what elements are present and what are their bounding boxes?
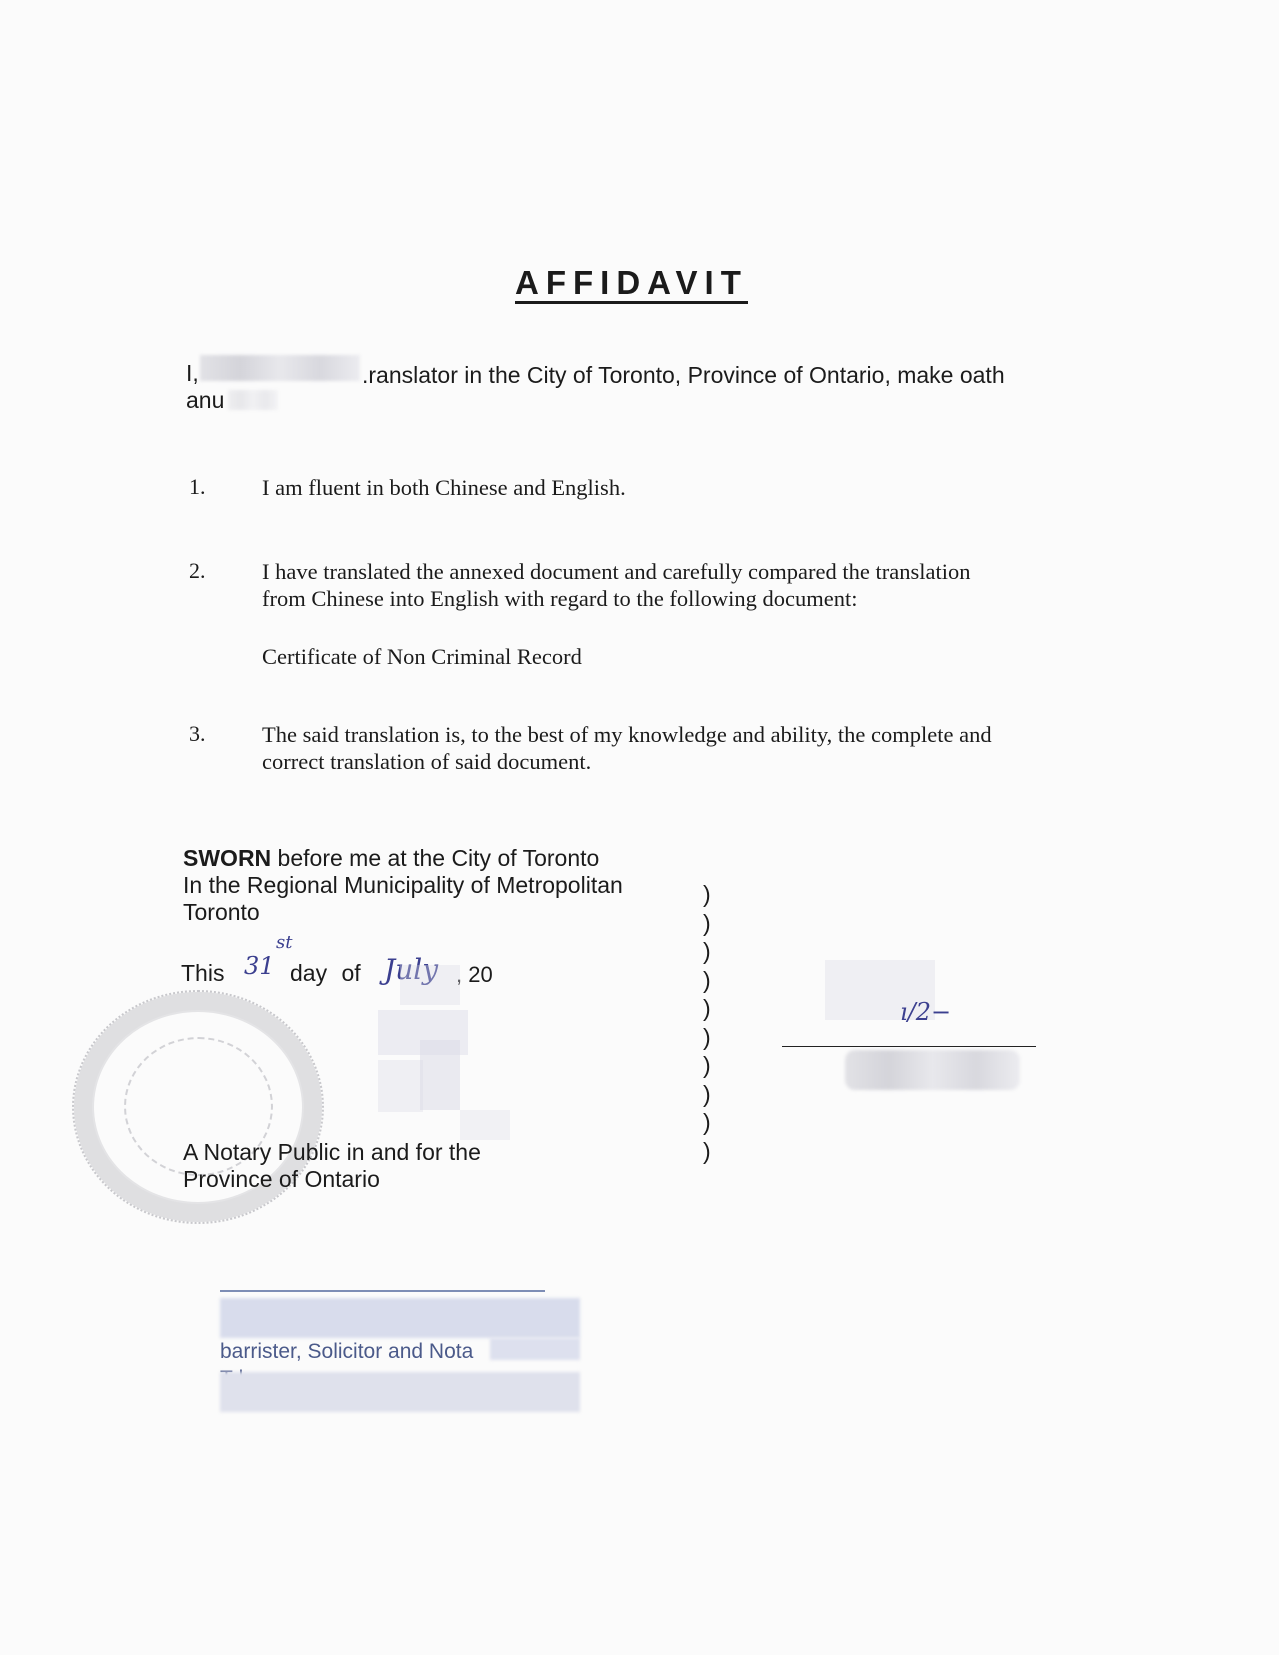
- signature-scribble: ı/2−: [900, 998, 952, 1026]
- item-1-number: 1.: [189, 474, 206, 499]
- redacted-notary-signature: [400, 965, 460, 1005]
- sworn-line1: before me at the City of Toronto: [271, 845, 600, 871]
- this-label: This: [181, 960, 225, 986]
- notary-line1: A Notary Public in and for the: [183, 1139, 481, 1165]
- item-3-number: 3.: [189, 721, 206, 746]
- day-suffix-handwritten: st: [276, 932, 293, 953]
- notary-block: [183, 1139, 481, 1193]
- day-handwritten: 31: [244, 952, 275, 980]
- sworn-line2: In the Regional Municipality of Metropolitan: [183, 872, 623, 898]
- item-3-text: [262, 721, 992, 775]
- notary-line2: Province of Ontario: [183, 1166, 380, 1192]
- redacted-name: [200, 355, 360, 381]
- day-label: day of: [290, 960, 361, 986]
- document-name: Certificate of Non Criminal Record: [262, 644, 582, 669]
- parentheses-column: ) ) ) ) ) ) ) ) ) ): [703, 881, 711, 1164]
- stamp-title-text: barrister, Solicitor and Nota: [220, 1340, 474, 1363]
- item-3-line2: correct translation of said document.: [262, 749, 592, 774]
- document-title: AFFIDAVIT: [515, 265, 748, 304]
- redacted-deponent-name: [845, 1050, 1020, 1090]
- sworn-label: SWORN: [183, 845, 272, 871]
- stamp-top-line: [220, 1290, 545, 1292]
- sworn-block: [183, 845, 623, 926]
- item-2-text: [262, 558, 970, 612]
- item-2-number: 2.: [189, 558, 206, 583]
- sworn-line3: Toronto: [183, 899, 260, 925]
- item-1-text: I am fluent in both Chinese and English.: [262, 475, 626, 500]
- item-3-line1: The said translation is, to the best of my knowledge and ability, the complete and: [262, 722, 992, 747]
- intro-line1: .ranslator in the City of Toronto, Province of Ontario, make oath: [362, 362, 1005, 388]
- item-2-line1: I have translated the annexed document and carefully compared the translation: [262, 559, 971, 584]
- year-partial: , 20: [456, 962, 493, 987]
- signature-line: [782, 1046, 1036, 1047]
- item-2-line2: from Chinese into English with regard to the following document:: [262, 586, 858, 611]
- redacted-intro: [228, 390, 278, 410]
- intro-start: I,: [186, 360, 199, 386]
- intro-line2: anu: [186, 387, 225, 413]
- redacted-stamp-name: [220, 1298, 580, 1338]
- redacted-stamp-contact: [220, 1372, 580, 1412]
- month-handwritten: July: [384, 953, 439, 986]
